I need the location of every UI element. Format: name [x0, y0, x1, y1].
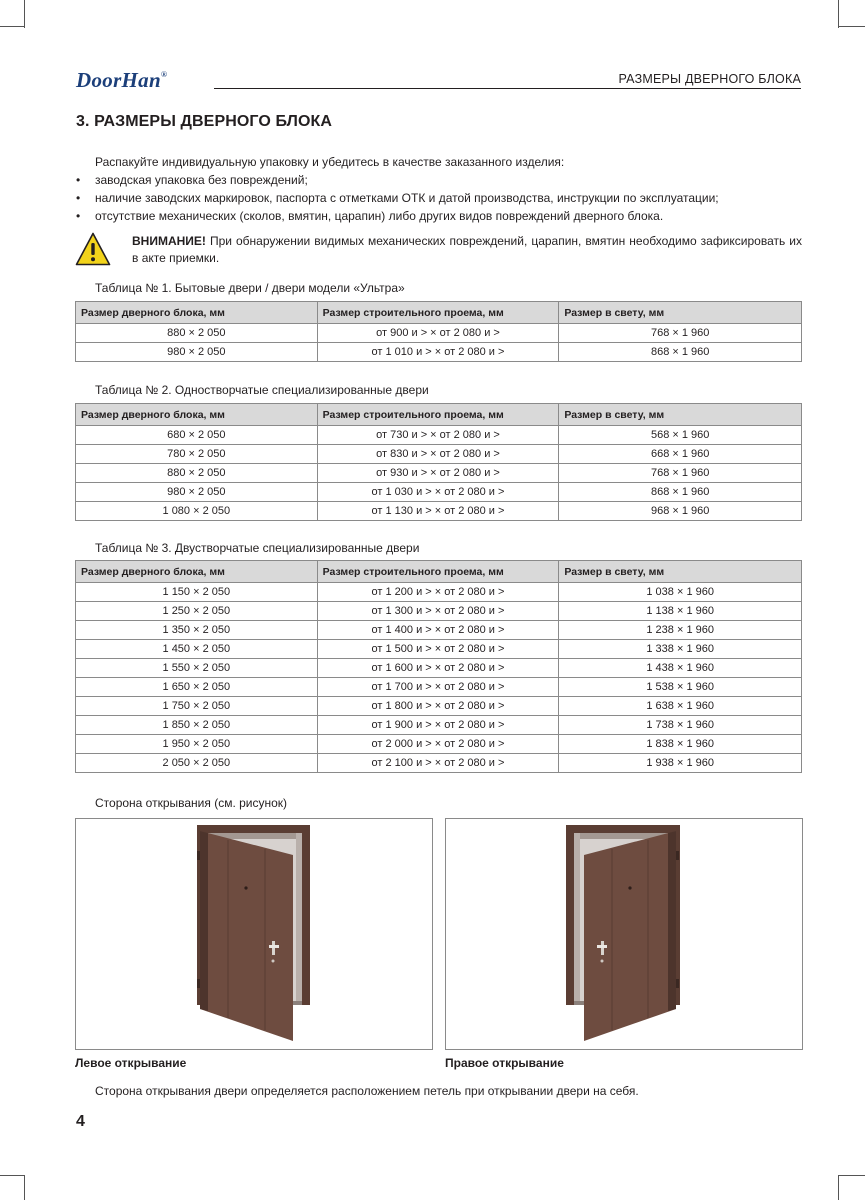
table-row — [76, 583, 802, 602]
crop-mark — [0, 26, 24, 27]
table-cell: 1 750 × 2 050 — [76, 697, 318, 716]
table-cell: от 1 200 и > × от 2 080 и > — [317, 583, 559, 602]
table-cell: 1 950 × 2 050 — [76, 735, 318, 754]
list-item-text: заводская упаковка без повреждений; — [95, 173, 308, 187]
table-cell: 880 × 2 050 — [76, 324, 318, 343]
list-item-text: наличие заводских маркировок, паспорта с отметками ОТК и датой производства, инструкции по эксплуатации; — [95, 191, 719, 205]
table-cell: 680 × 2 050 — [76, 426, 318, 445]
table-cell: 1 838 × 1 960 — [559, 735, 802, 754]
table-row — [76, 343, 802, 362]
crop-mark — [838, 0, 839, 28]
table-cell: 780 × 2 050 — [76, 445, 318, 464]
table-row — [76, 464, 802, 483]
table-cell: 1 250 × 2 050 — [76, 602, 318, 621]
table-row — [76, 659, 802, 678]
table-cell: 668 × 1 960 — [559, 445, 802, 464]
table-cell: 568 × 1 960 — [559, 426, 802, 445]
table-cell: 1 550 × 2 050 — [76, 659, 318, 678]
table-cell: 768 × 1 960 — [559, 464, 802, 483]
table-cell: от 730 и > × от 2 080 и > — [317, 426, 559, 445]
crop-mark — [839, 26, 865, 27]
table-2 — [75, 403, 802, 521]
table-1 — [75, 301, 802, 362]
table-row — [76, 502, 802, 521]
table-cell: 1 338 × 1 960 — [559, 640, 802, 659]
table-cell: 968 × 1 960 — [559, 502, 802, 521]
table-row — [76, 426, 802, 445]
warning-text: При обнаружении видимых механических повреждений, царапин, вмятин необходимо зафиксировать их в акте приемки. — [132, 234, 802, 265]
opening-footnote: Сторона открывания двери определяется расположением петель при открывании двери на себя. — [95, 1084, 639, 1098]
table-row — [76, 640, 802, 659]
column-header: Размер строительного проема, мм — [317, 404, 559, 426]
column-header: Размер дверного блока, мм — [76, 404, 318, 426]
table-cell: 1 450 × 2 050 — [76, 640, 318, 659]
table-cell: от 1 900 и > × от 2 080 и > — [317, 716, 559, 735]
table-cell: от 2 000 и > × от 2 080 и > — [317, 735, 559, 754]
table-cell: 1 938 × 1 960 — [559, 754, 802, 773]
table-cell: 1 850 × 2 050 — [76, 716, 318, 735]
column-header: Размер в свету, мм — [559, 404, 802, 426]
right-opening-figure — [445, 818, 803, 1050]
table-cell: от 830 и > × от 2 080 и > — [317, 445, 559, 464]
table-cell: 868 × 1 960 — [559, 483, 802, 502]
header-rule — [214, 88, 801, 89]
table-cell: 2 050 × 2 050 — [76, 754, 318, 773]
table-cell: от 2 100 и > × от 2 080 и > — [317, 754, 559, 773]
table-cell: 1 350 × 2 050 — [76, 621, 318, 640]
list-item-text: отсутствие механических (сколов, вмятин, царапин) либо других видов повреждений дверного блока. — [95, 209, 664, 223]
running-title: РАЗМЕРЫ ДВЕРНОГО БЛОКА — [618, 72, 801, 86]
logo-registered-mark: ® — [160, 70, 168, 79]
left-opening-figure — [75, 818, 433, 1050]
table-cell: от 1 130 и > × от 2 080 и > — [317, 502, 559, 521]
page-number: 4 — [76, 1113, 85, 1130]
table-cell: 1 238 × 1 960 — [559, 621, 802, 640]
table-cell: 880 × 2 050 — [76, 464, 318, 483]
table-row — [76, 716, 802, 735]
table-cell: от 1 030 и > × от 2 080 и > — [317, 483, 559, 502]
column-header: Размер дверного блока, мм — [76, 561, 318, 583]
list-item — [76, 171, 719, 189]
column-header: Размер в свету, мм — [559, 302, 802, 324]
table-row — [76, 621, 802, 640]
table-3-caption: Таблица № 3. Двустворчатые специализированные двери — [95, 541, 420, 555]
table-row — [76, 735, 802, 754]
left-opening-label: Левое открывание — [75, 1056, 187, 1070]
table-cell: от 1 700 и > × от 2 080 и > — [317, 678, 559, 697]
crop-mark — [24, 0, 25, 28]
table-cell: 868 × 1 960 — [559, 343, 802, 362]
table-row — [76, 602, 802, 621]
table-header-row — [76, 404, 802, 426]
table-cell: 1 638 × 1 960 — [559, 697, 802, 716]
bullet: • — [76, 209, 81, 223]
table-1-caption: Таблица № 1. Бытовые двери / двери модели «Ультра» — [95, 281, 405, 295]
section-title: 3. РАЗМЕРЫ ДВЕРНОГО БЛОКА — [76, 113, 333, 130]
left-opening-door-illustration — [76, 819, 432, 1049]
crop-mark — [839, 1175, 865, 1176]
table-cell: 1 438 × 1 960 — [559, 659, 802, 678]
warning-label: ВНИМАНИЕ! — [132, 234, 206, 248]
table-cell: 1 650 × 2 050 — [76, 678, 318, 697]
table-row — [76, 483, 802, 502]
crop-mark — [24, 1175, 25, 1200]
table-cell: 980 × 2 050 — [76, 483, 318, 502]
table-cell: 1 038 × 1 960 — [559, 583, 802, 602]
table-cell: 1 150 × 2 050 — [76, 583, 318, 602]
table-row — [76, 324, 802, 343]
column-header: Размер строительного проема, мм — [317, 561, 559, 583]
intro-text: Распакуйте индивидуальную упаковку и убедитесь в качестве заказанного изделия: — [95, 155, 565, 169]
warning-icon — [75, 232, 111, 266]
table-cell: от 900 и > × от 2 080 и > — [317, 324, 559, 343]
table-cell: 980 × 2 050 — [76, 343, 318, 362]
table-cell: от 1 800 и > × от 2 080 и > — [317, 697, 559, 716]
table-row — [76, 697, 802, 716]
list-item — [76, 207, 719, 225]
table-header-row — [76, 302, 802, 324]
logo-text: DoorHan — [76, 68, 161, 92]
checklist — [76, 171, 719, 225]
table-cell: 1 738 × 1 960 — [559, 716, 802, 735]
warning-note — [132, 233, 802, 267]
table-cell: 1 138 × 1 960 — [559, 602, 802, 621]
column-header: Размер в свету, мм — [559, 561, 802, 583]
column-header: Размер дверного блока, мм — [76, 302, 318, 324]
table-2-caption: Таблица № 2. Одностворчатые специализированные двери — [95, 383, 429, 397]
table-header-row — [76, 561, 802, 583]
table-cell: от 1 300 и > × от 2 080 и > — [317, 602, 559, 621]
right-opening-door-illustration — [446, 819, 802, 1049]
bullet: • — [76, 173, 81, 187]
table-cell: от 930 и > × от 2 080 и > — [317, 464, 559, 483]
table-cell: 1 080 × 2 050 — [76, 502, 318, 521]
table-cell: от 1 600 и > × от 2 080 и > — [317, 659, 559, 678]
table-row — [76, 754, 802, 773]
table-row — [76, 445, 802, 464]
table-cell: 768 × 1 960 — [559, 324, 802, 343]
right-opening-label: Правое открывание — [445, 1056, 564, 1070]
crop-mark — [838, 1175, 839, 1200]
opening-caption: Сторона открывания (см. рисунок) — [95, 796, 288, 810]
crop-mark — [0, 1175, 24, 1176]
table-cell: от 1 500 и > × от 2 080 и > — [317, 640, 559, 659]
table-cell: от 1 400 и > × от 2 080 и > — [317, 621, 559, 640]
list-item — [76, 189, 719, 207]
table-row — [76, 678, 802, 697]
table-cell: от 1 010 и > × от 2 080 и > — [317, 343, 559, 362]
bullet: • — [76, 191, 81, 205]
doorhan-logo — [76, 68, 167, 93]
table-3 — [75, 560, 802, 773]
column-header: Размер строительного проема, мм — [317, 302, 559, 324]
table-cell: 1 538 × 1 960 — [559, 678, 802, 697]
